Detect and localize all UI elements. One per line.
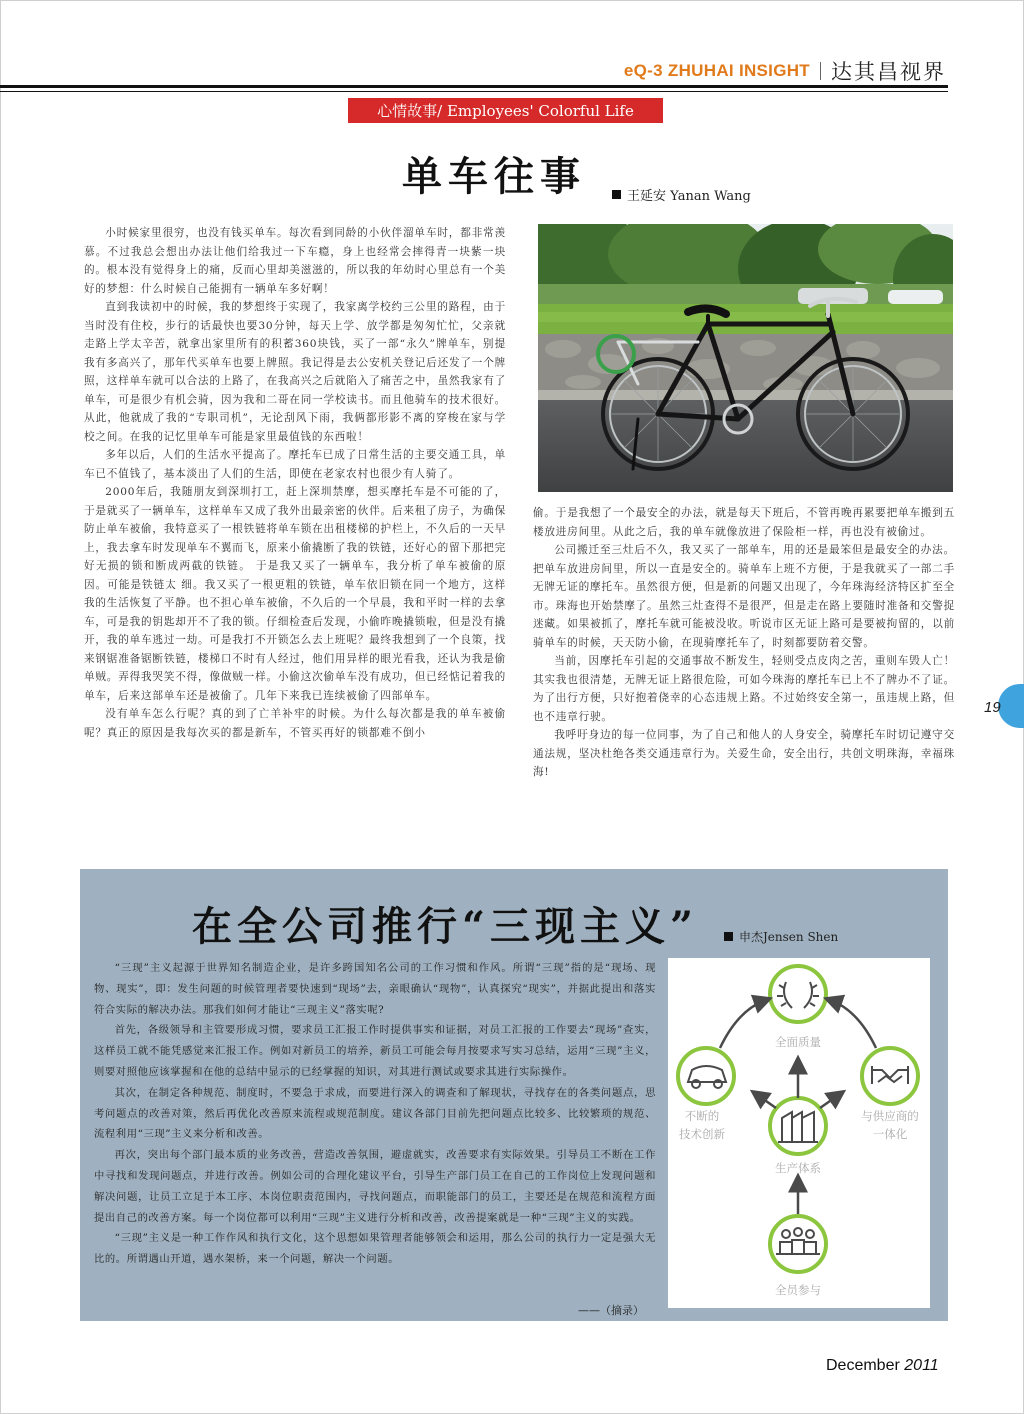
issue-year: 2011 xyxy=(904,1357,939,1374)
diagram-label-production: 生产体系 xyxy=(775,1161,821,1175)
paragraph: “三现”主义起源于世界知名制造企业，是许多跨国知名公司的工作习惯和作风。所谓“三现”指的是“现场、现物、现实”，即：发生问题的时候管理者要快速到“现场”去，亲眼确认“现物”，认真探究“现实”，并据此提出和落实符合实际的解决办法。那我们如何才能让“三现主义”落实呢? xyxy=(94,962,656,1016)
handshake-icon xyxy=(872,1066,908,1084)
diagram-label-participation: 全员参与 xyxy=(775,1283,821,1297)
magazine-header xyxy=(624,56,946,86)
diagram-arrows xyxy=(720,1000,876,1214)
paragraph: 首先，各级领导和主管要形成习惯，要求员工汇报工作时提供事实和证据，对员工汇报的工作要去“现场”查实，这样员工就不能凭感觉来汇报工作。例如对新员工的培养，新员工可能会每月按要求写实习总结，运用“三现”主义，则要对照他应该掌握和在他的总结中显示的已经掌握的知识，对其进行测试或要求其进行实际操作。 xyxy=(94,1024,656,1078)
paragraph: 小时候家里很穷，也没有钱买单车。每次看到同龄的小伙伴溜单车时，都非常羡慕。不过我总会想出办法让他们给我过一下车瘾，身上也经常会摔得青一块紫一块的。根本没有觉得身上的痛，反而心里却美滋滋的，所以我的年幼时心里总有一个美好的梦想：什么时候自己能拥有一辆单车多好啊！ xyxy=(84,227,506,295)
diagram-node-participation xyxy=(770,1216,826,1297)
article-right-column xyxy=(533,504,955,782)
paragraph: 我呼吁身边的每一位同事，为了自己和他人的人身安全，骑摩托车时切记遵守交通法规，坚决杜绝各类交通违章行为。关爱生命，安全出行，共创文明珠海，幸福珠海! xyxy=(533,729,955,778)
brand-chinese: 达其昌视界 xyxy=(831,60,946,84)
diagram-label-quality: 全面质量 xyxy=(775,1035,821,1049)
production-system-diagram xyxy=(668,958,930,1308)
arrow-production-to-innovation xyxy=(756,1094,776,1108)
header-rule xyxy=(0,85,948,88)
excerpt-note: ——（摘录） xyxy=(578,1304,644,1317)
arrow-production-to-supplier xyxy=(820,1094,840,1108)
laurel-wreath-icon xyxy=(777,982,819,1008)
paragraph: 当前，因摩托车引起的交通事故不断发生，轻则受点皮肉之苦，重则车毁人亡！其实我也很清楚，无牌无证上路很危险，可如今珠海的摩托车已上不了牌办不了证。为了出行方便，只好抱着侥幸的心态违规上路。不过始终安全第一，虽违规上路，但也不违章行驶。 xyxy=(533,655,955,723)
article2-text xyxy=(94,958,656,1270)
paragraph: 多年以后，人们的生活水平提高了。摩托车已成了日常生活的主要交通工具，单车已不值钱了，基本淡出了人们的生活，即使在老家农村也很少有人骑了。 xyxy=(84,449,506,480)
paragraph: 直到我读初中的时候，我的梦想终于实现了，我家离学校约三公里的路程，由于当时没有住校，步行的话最快也要30分钟，每天上学、放学都是匆匆忙忙，父亲就走路上学太辛苦，就拿出家里所有的积蓄360块钱，买了一部“永久”牌单车，别提我有多高兴了，那年代买单车也要上牌照。我记得是去公安机关登记后还发了一个牌照，这样单车就可以合法的上路了，在我高兴之后就陷入了痛苦之中，虽然我家有了单车，可是很少有机会骑，因为我和二哥在同一学校读书。而且他骑车的技术很好。从此，他就成了我的“专职司机”，无论刮风下雨，我俩都形影不离的穿梭在家与学校之间。在我的记忆里单车可能是家里最值钱的东西啦！ xyxy=(84,301,506,443)
byline-square-icon xyxy=(612,190,621,199)
diagram-label-supplier-2: 一体化 xyxy=(872,1127,908,1141)
author-name: 王延安 Yanan Wang xyxy=(627,189,751,204)
paragraph: 没有单车怎么行呢？真的到了亡羊补牢的时候。为什么每次都是我的单车被偷呢？真正的原因是我每次买的都是新车，不管买再好的锁都难不倒小 xyxy=(84,708,506,739)
diagram-label-innovation-1: 不断的 xyxy=(684,1109,720,1123)
diagram-label-innovation-2: 技术创新 xyxy=(679,1127,725,1141)
diagram-node-production xyxy=(770,1098,826,1175)
brand-divider xyxy=(820,62,821,80)
article-title: 单车往事 xyxy=(402,153,586,200)
article-byline xyxy=(612,185,751,204)
paragraph: “三现”主义是一种工作作风和执行文化，这个思想如果管理者能够领会和运用，那么公司的执行力一定是强大无比的。所谓遇山开道，遇水架桥，来一个问题，解决一个问题。 xyxy=(94,1232,656,1266)
issue-date xyxy=(826,1357,939,1375)
paragraph: 偷。于是我想了一个最安全的办法，就是每天下班后，不管再晚再累要把单车搬到五楼放进房间里。从此之后，我的单车就像放进了保险柜一样，再也没有被偷过。 xyxy=(533,507,955,538)
diagram-node-quality xyxy=(770,966,826,1049)
paragraph: 其次，在制定各种规范、制度时，不要急于求成，而要进行深入的调查和了解现状，寻找存在的各类问题点，思考问题点的改善对策，然后再优化改善原来流程或规范制度。建议各部门目前先把问题点比较多、比较繁琐的规范、流程利用“三现”主义来分析和改善。 xyxy=(94,1086,656,1141)
header-rule-thin xyxy=(0,91,948,92)
page-number: 19 xyxy=(984,699,1001,716)
brand-english: eQ-3 ZHUHAI INSIGHT xyxy=(623,61,810,80)
byline-square-icon xyxy=(724,932,733,941)
arrow-innovation-to-quality xyxy=(720,1000,766,1048)
section-tag-label: 心情故事/ Employees' Colorful Life xyxy=(377,102,634,120)
paragraph: 2000年后，我随朋友到深圳打工，赶上深圳禁摩，想买摩托车是不可能的了，于是就买了一辆单车，这样单车又成了我外出最亲密的伙伴。后来租了房子，为确保防止单车被偷，我特意买了一根铁链将单车锁在出租楼梯的护栏上，不久后的一天早上，我去拿车时发现单车不翼而飞，原来小偷撬断了我的铁链，还好心的留下那把完好无损的锁和断成两截的铁链。 于是我又买了一辆单车，我分析了单车被偷的原因。可能是铁链太 细。我又买了一根更粗的铁链，单车依旧锁在同一个地方，这样我的生活恢复了平静。也不担心单车被偷，不久后的一个早晨，我和平时一样的去拿车，可是我的钥匙却开不了我的锁。仔细检查后发现，小偷昨晚撬锁啦，但是没有撬开，我的单车逃过一劫。可是我打不开锁怎么去上班呢？最终我想到了一个良策，找来钢锯准备锯断铁链，楼梯口不时有人经过，他们用异样的眼光看我，还认为我是偷单贼。弄得我哭笑不得，像做贼一样。小偷这次偷单车没有成功，但已经惦记着我的单车，后来这部单车还是被偷了。几年下来我已连续被偷了四部单车。 xyxy=(84,486,506,702)
car-icon xyxy=(688,1066,726,1088)
section-tag xyxy=(348,98,663,123)
factory-icon xyxy=(778,1112,818,1142)
people-icon xyxy=(776,1228,820,1254)
diagram-label-supplier-1: 与供应商的 xyxy=(861,1109,919,1123)
arrow-supplier-to-quality xyxy=(830,1000,876,1048)
article2-byline xyxy=(724,928,838,945)
paragraph: 再次，突出每个部门最本质的业务改善，营造改善氛围，避虚就实，改善要求有实际效果。引导员工不断在工作中寻找和发现问题点，并进行改善。例如公司的合理化建议平台，引导生产部门员工在自己的工作岗位上发现问题和解决问题，让员工立足于本工序、本岗位职责范围内，寻找问题点，而职能部门的员工，主要还是在规范和流程方面提出自己的改善方案。每一个岗位都可以利用“三现”主义进行分析和改善，改善提案就是一种“三现”主义的实践。 xyxy=(94,1149,656,1224)
diagram-node-supplier xyxy=(861,1048,919,1141)
author-name: 申杰Jensen Shen xyxy=(739,930,839,944)
article2-title: 在全公司推行“三现主义” xyxy=(192,903,699,950)
paragraph: 公司搬迁至三灶后不久，我又买了一部单车，用的还是最笨但是最安全的办法。把单车放进房间里，所以一直是安全的。骑单车上班不方便，于是我就买了一部二手无牌无证的摩托车。虽然很方便，但是新的问题又出现了，今年珠海经济特区扩至全市。珠海也开始禁摩了。虽然三灶查得不是很严，但是走在路上要随时准备和交警捉迷藏。如果被抓了，摩托车就可能被没收。听说市区无证上路可是要被拘留的，以前骑单车的时候，天天防小偷，在现骑摩托车了，时刻都要防着交警。 xyxy=(533,544,955,649)
bicycle-photo-drawing xyxy=(538,224,953,492)
diagram-canvas xyxy=(668,958,930,1308)
article-left-column xyxy=(84,224,506,742)
issue-month: December xyxy=(826,1357,900,1374)
diagram-node-innovation xyxy=(678,1048,734,1141)
bicycle-photo xyxy=(538,224,953,492)
